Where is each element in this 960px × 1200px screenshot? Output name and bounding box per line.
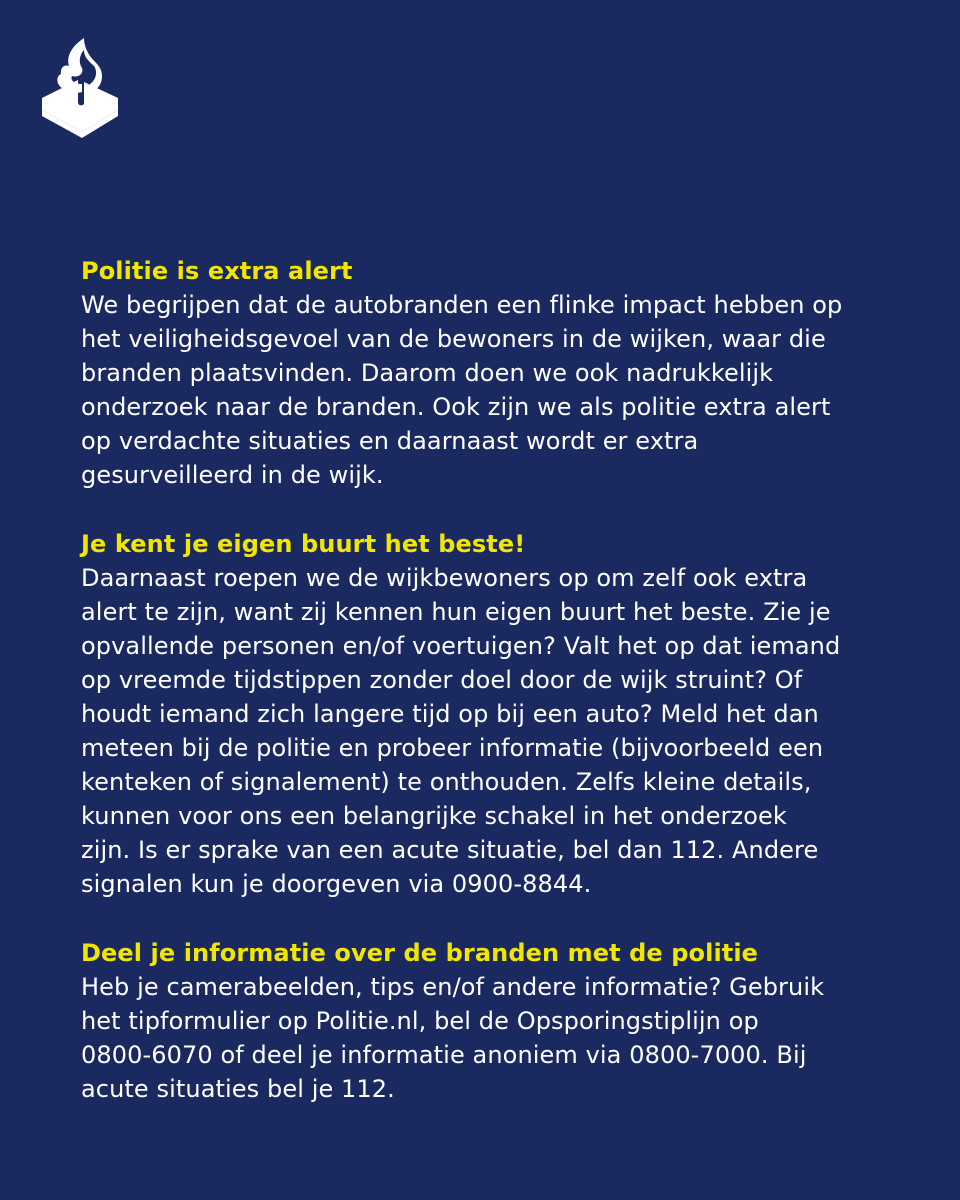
body-line: We begrijpen dat de autobranden een flinke impact hebben op	[81, 291, 843, 319]
section-heading: Politie is extra alert	[81, 257, 353, 285]
body-line: opvallende personen en/of voertuigen? Valt het op dat iemand	[81, 632, 841, 660]
politie-logo-icon	[38, 36, 122, 140]
body-line: gesurveilleerd in de wijk.	[81, 461, 384, 489]
body-line: het veiligheidsgevoel van de bewoners in de wijken, waar die	[81, 325, 826, 353]
body-line: Heb je camerabeelden, tips en/of andere informatie? Gebruik	[81, 973, 825, 1001]
section-body	[81, 288, 911, 492]
body-line: kenteken of signalement) te onthouden. Zelfs kleine details,	[81, 768, 812, 796]
body-line: branden plaatsvinden. Daarom doen we ook nadrukkelijk	[81, 359, 774, 387]
body-line: kunnen voor ons een belangrijke schakel in het onderzoek	[81, 802, 787, 830]
body-line: zijn. Is er sprake van een acute situatie, bel dan 112. Andere	[81, 836, 819, 864]
body-line: signalen kun je doorgeven via 0900-8844.	[81, 870, 592, 898]
section-politie-alert	[81, 254, 911, 492]
body-line: onderzoek naar de branden. Ook zijn we als politie extra alert	[81, 393, 831, 421]
section-body	[81, 561, 911, 901]
section-heading: Deel je informatie over de branden met de politie	[81, 939, 759, 967]
politie-flame-grenade-icon	[38, 36, 122, 140]
body-line: Daarnaast roepen we de wijkbewoners op om zelf ook extra	[81, 564, 808, 592]
section-deel-informatie	[81, 936, 911, 1106]
body-line: houdt iemand zich langere tijd op bij een auto? Meld het dan	[81, 700, 819, 728]
body-line: 0800-6070 of deel je informatie anoniem via 0800-7000. Bij	[81, 1041, 807, 1069]
body-line: alert te zijn, want zij kennen hun eigen buurt het beste. Zie je	[81, 598, 831, 626]
body-line: op vreemde tijdstippen zonder doel door de wijk struint? Of	[81, 666, 803, 694]
section-body	[81, 970, 911, 1106]
body-line: acute situaties bel je 112.	[81, 1075, 395, 1103]
body-line: het tipformulier op Politie.nl, bel de Opsporingstiplijn op	[81, 1007, 759, 1035]
article-content	[81, 254, 911, 1141]
section-heading: Je kent je eigen buurt het beste!	[81, 530, 526, 558]
body-line: op verdachte situaties en daarnaast wordt er extra	[81, 427, 699, 455]
body-line: meteen bij de politie en probeer informatie (bijvoorbeeld een	[81, 734, 824, 762]
section-eigen-buurt	[81, 527, 911, 901]
